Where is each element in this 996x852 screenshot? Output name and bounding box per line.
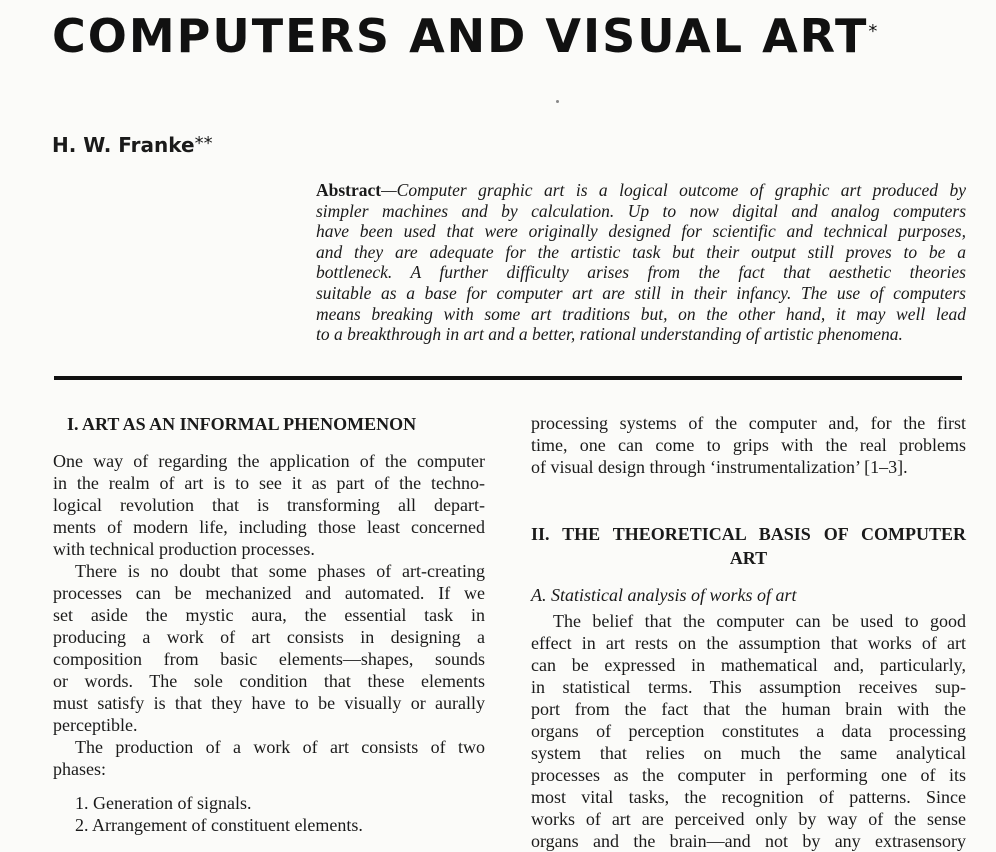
text-line: processes can be mechanized and automated. If we (53, 583, 485, 603)
abstract-line: and they are adequate for the artistic task but their output still proves to be a (316, 241, 966, 262)
subsection-heading: A. Statistical analysis of works of art (531, 585, 797, 605)
text-line: producing a work of art consists in designing a (53, 627, 485, 647)
text-line: effect in art rests on the assumption that works of art (531, 633, 966, 653)
abstract-line: have been used that were originally designed for scientific and technical purposes, (316, 221, 966, 242)
text-line: ments of modern life, including those least concerned (53, 517, 485, 537)
heading-line: ART (729, 548, 768, 568)
text-line: processing systems of the computer and, for the first (531, 413, 966, 433)
abstract-line: means breaking with some art traditions but, on the other hand, it may well lead (316, 303, 966, 324)
list-item: 2. Arrangement of constituent elements. (75, 815, 363, 835)
text-line: The production of a work of art consists of two (75, 737, 485, 757)
text-line: organs and the brain—and not by any extrasensory (531, 831, 966, 851)
paragraph-3 (53, 736, 485, 780)
phase-list (75, 792, 363, 836)
text-line: can be expressed in mathematical and, particularly, (531, 655, 966, 675)
text-line: The belief that the computer can be used to good (553, 611, 966, 631)
author-name: H. W. Franke (52, 133, 195, 157)
text-line: composition from basic elements—shapes, sounds (53, 649, 485, 669)
text-line: set aside the mystic aura, the essential task in (53, 605, 485, 625)
abstract-line: bottleneck. A further difficulty arises from the fact that aesthetic theories (316, 262, 966, 283)
text-line: most vital tasks, the recognition of patterns. Since (531, 787, 966, 807)
text-line: or words. The sole condition that these elements (53, 671, 485, 691)
paper-title (52, 6, 972, 66)
text-line: with technical production processes. (53, 539, 315, 559)
author-line (52, 132, 213, 158)
text-line: in the realm of art is to see it as part of the techno- (53, 473, 485, 493)
abstract-line: suitable as a base for computer art are still in their infancy. The use of computers (316, 282, 966, 303)
text-line: of visual design through ‘instrumentalization’ [1–3]. (531, 457, 908, 477)
abstract-label: Abstract (316, 180, 382, 200)
list-item: 1. Generation of signals. (75, 793, 252, 813)
scan-speck (556, 100, 559, 103)
section-heading-1: I. ART AS AN INFORMAL PHENOMENON (67, 414, 417, 434)
text-line: system that relies on much the same analytical (531, 743, 966, 763)
text-line: perceptible. (53, 715, 138, 735)
text-line: logical revolution that is transforming all depart- (53, 495, 485, 515)
text-line: port from the fact that the human brain with the (531, 699, 966, 719)
paragraph-1 (53, 450, 485, 560)
abstract-line: simpler machines and by calculation. Up to now digital and analog computers (316, 200, 966, 221)
heading-line: II. THE THEORETICAL BASIS OF COMPUTER (531, 524, 966, 544)
text-line: in statistical terms. This assumption receives sup- (531, 677, 966, 697)
title-text: COMPUTERS AND VISUAL ART (52, 9, 869, 63)
paragraph-2 (53, 560, 485, 736)
title-footnote-mark: * (868, 21, 878, 42)
abstract-line: to a breakthrough in art and a better, rational understanding of artistic phenomena. (316, 324, 903, 345)
text-line: There is no doubt that some phases of art-creating (75, 561, 485, 581)
text-line: One way of regarding the application of the computer (53, 451, 485, 471)
text-line: processes as the computer in performing one of its (531, 765, 966, 785)
text-line: organs of perception constitutes a data processing (531, 721, 966, 741)
text-line: time, one can come to grips with the real problems (531, 435, 966, 455)
text-line: must satisfy is that they have to be visually or aurally (53, 693, 485, 713)
abstract-line: Abstract—Computer graphic art is a logical outcome of graphic art produced by (316, 180, 966, 200)
author-footnote-mark: ** (194, 133, 213, 154)
paragraph-4 (531, 610, 966, 852)
continued-paragraph (531, 412, 966, 478)
abstract (316, 180, 966, 345)
section-heading-2 (531, 522, 966, 570)
text-line: phases: (53, 759, 106, 779)
section-divider (54, 376, 962, 380)
text-line: works of art are perceived only by way of the sense (531, 809, 966, 829)
